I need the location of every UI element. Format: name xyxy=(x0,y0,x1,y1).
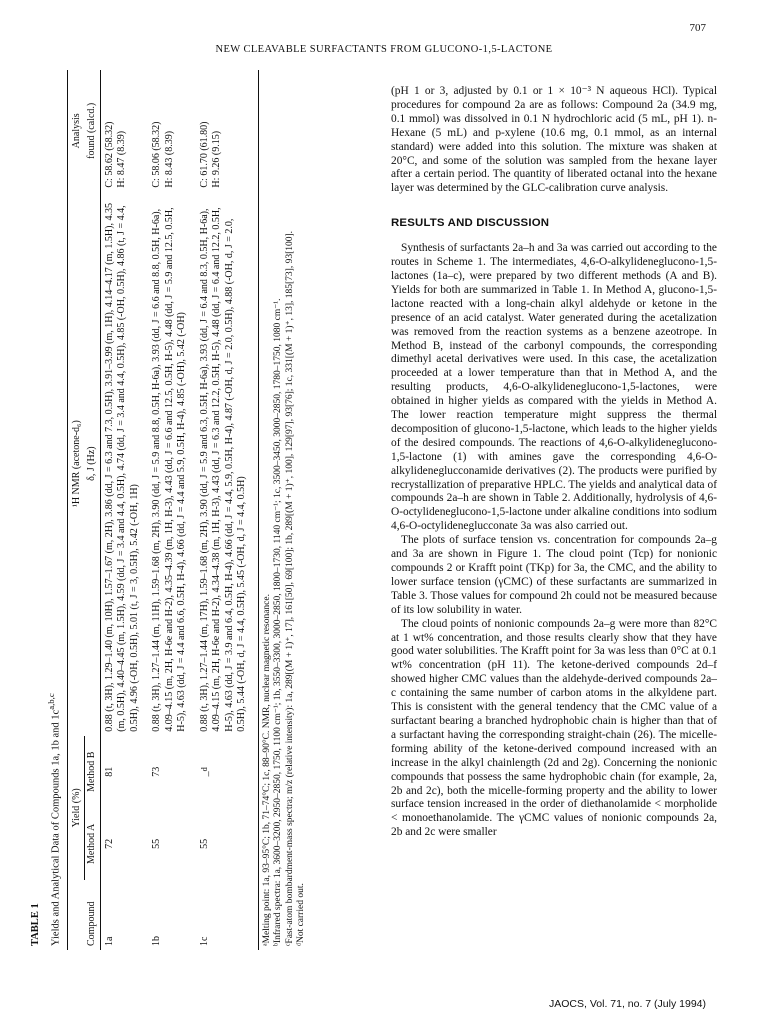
footnote-a: ᵃMelting point: 1a, 93–95°C; 1b, 71–74°C; 1c, 88–90°C. NMR, nuclear magnetic resonance. xyxy=(261,594,272,946)
body-paragraph: The plots of surface tension vs. concentration for compounds 2a–g and 3a are shown in Figure 1. The cloud point (Tcp) for nonionic compounds 2 or Krafft point (TKp) for 3a, the CMC, and the ability to lower surface tension (γCMC) of these surfactants are summarized in Table 3. Those values for compound 2h could not be measured because of its low solubility in water. xyxy=(391,534,717,616)
body-paragraph: Synthesis of surfactants 2a–h and 3a was carried out according to the routes in Scheme 1. The intermediates, 4,6-O-alkylideneglucono-1,5-lactones (1a–c), were prepared by two different methods (A and B). Yields for both are summarized in Table 1. In Method A, glucono-1,5-lactone reacted with a long-chain alkyl aldehyde or ketone in the presence of an acid catalyst. Water generated during the acetalization was removed from the reaction systems as a benzene azeotrope. In Method B, instead of the carbonyl compounds, the corresponding dimethyl acetal derivatives were used. In this case, the acetalization proceeded at a lower temperature than that in Method A, and the resulting products, 4,6-O-alkylideneglucono-1,5-lactones, were obtained in higher yields as compared with the yields in Method A. The lower reaction temperature might suppress the thermal decomposition of glucono-1,5-lactone, which leads to the higher yields of the desired compounds. The reactions of 4,6-O-alkylideneglucono-1,5-lactone (1) with amines gave the corresponding 4,6-O- alkylideneglucconamide derivatives (2). The products were purified by recrystallization of preparative HPLC. The yields and analytical data of compounds 2a–h are shown in Table 2. Additionally, hydrolysis of 4,6- O-octylideneglucono-1,5-lactone under alkaline conditions into sodium 4,6-O-octylideneglucconate 3a was also carried out. xyxy=(391,242,717,533)
journal-citation: JAOCS, Vol. 71, no. 7 (July 1994) xyxy=(549,998,706,1010)
cell-method-b: 81 xyxy=(103,766,115,777)
data-table xyxy=(68,70,255,950)
running-head: NEW CLEAVABLE SURFACTANTS FROM GLUCONO-1,5-LACTONE xyxy=(215,44,553,55)
cell-nmr: 0.88 (t, 3H), 1.29–1.40 (m, 10H), 1.57–1.67 (m, 2H), 3.86 (dd, J = 6.3 and 7.3, 0.5H), 3.91–3.99 (m, 1H), 4.14–4.17 (m, 1.5H), 4.35 (m, 0.5H), 4.40–4.45 (m, 1.5H), 4.59 (dd, J = 3.4 and 4.4, 0.5H), 4.74 (dd, J = 3.4 and 4.4, 0.5H), 4.85 (-OH, 0.5H), 4.86 (t, J = 4.4, 0.5H), 4.96 (-OH, 0.5H), 5.01 (t, J = 3, 0.5H), 5.42 (-OH, 1H) xyxy=(103,203,140,732)
cell-compound: 1b xyxy=(151,936,162,946)
cell-method-b xyxy=(195,736,255,808)
cell-analysis xyxy=(101,70,148,192)
cell-compound: 1c xyxy=(198,936,210,946)
col-header-nmr: ¹H NMR (acetone-d₆) xyxy=(70,420,82,508)
analysis-hydrogen: H: 9.26 (9.15) xyxy=(211,130,222,188)
intro-paragraph: (pH 1 or 3, adjusted by 0.1 or 1 × 10⁻³ N aqueous HCl). Typical procedures for compound 2a are as follows: Compound 2a (34.9 mg, 0.1 mmol) was dissolved in 0.1 N hydrochloric acid (5 mL, pH 1). n-Hexane (5 mL) and p-xylene (10.6 mg, 0.1 mmol, as an internal standard) were added into this solution. The mixture was shaken at 20°C, and some of the solution was sampled from the hexane layer after a certain period. The quantity of liberated octanal into the hexane layer was determined by the GLC-calibration curve analysis. xyxy=(391,85,717,195)
cell-method-b-value: – xyxy=(202,771,214,777)
col-header-analysis: Analysis xyxy=(70,113,82,149)
cell-method-a: 55 xyxy=(198,838,210,849)
table-caption-text: Yields and Analytical Data of Compounds 1a, 1b and 1c xyxy=(50,709,61,946)
footnote-c: ᶜFast-atom bombardment-mass spectra; m/z (relative intensity): 1a, 289[(M + 1)⁺, 17], 161[50], 69[100]; 1b, 289[(M + 1)⁺, 100], 129[97], 93[76]; 1c, 331[(M + 1)⁺, 13], 185[73], 93[100]. xyxy=(284,230,295,946)
cell-method-a: 55 xyxy=(151,838,162,849)
cell-method-b: 73 xyxy=(151,766,162,777)
analysis-carbon: C: 58.62 (58.32) xyxy=(103,121,115,188)
cell-method-a: 72 xyxy=(103,838,115,849)
table-footnotes xyxy=(258,70,311,950)
table-caption-sup: a,b,c xyxy=(45,693,56,710)
analysis-carbon: C: 58.06 (58.32) xyxy=(151,121,162,188)
col-header-nmr-sub: δ, J (Hz) xyxy=(85,446,97,481)
footnote-b: ᵇInfrared spectra: 1a, 3600–3200, 2950–2850, 1750, 1100 cm⁻¹; 1b, 3550–3300, 3000–2850, 1800–1730, 1140 cm⁻¹; 1c, 3500–3450, 3000–2850, 1780–1750, 1080 cm⁻¹. xyxy=(273,298,283,946)
body-paragraph: The cloud points of nonionic compounds 2a–g were more than 82°C at 1 wt% concentration, and those results clearly show that they have good water solubilities. The Krafft point for 3a was less than 0°C at 0.1 wt% concentration (pH 11). The ketone-derived compounds 2d–f showed higher CMC values than the aldehyde-derived compounds 2a–c containing the same number of carbon atoms in the alkyldene part. This is consistent with the general tendency that the CMC value of a surfactant bearing a branched hydrophobic chain is higher than that of a surfactant having the corresponding straight-chain (26). The micelle-forming ability of the ketone-derived compound increased with an increase in the alkyl chainlength (2d and 2g). Concerning the nonionic compounds that possess the same hydrophobic chain (for example, 2a, 2b and 2c), both the micelle-forming property and the ability to lower surface tension increased in the order of diethanolamide < morpholide < monoethanolamide. The γCMC values of nonionic compounds 2a, 2b and 2c were smaller xyxy=(391,617,717,839)
col-header-analysis-sub: found (calcd.) xyxy=(85,102,97,159)
footnote-d: ᵈNot carried out. xyxy=(296,883,306,946)
section-heading: RESULTS AND DISCUSSION xyxy=(391,217,550,230)
table-caption xyxy=(45,70,63,946)
cell-compound: 1a xyxy=(103,936,115,946)
cell-method-b-sup: d xyxy=(199,767,209,772)
col-header-compound: Compound xyxy=(86,901,97,946)
table-row xyxy=(101,70,148,950)
col-header-yield: Yield (%) xyxy=(68,736,85,880)
right-column xyxy=(391,85,717,840)
analysis-hydrogen: H: 8.47 (8.39) xyxy=(116,130,127,188)
analysis-carbon: C: 61.70 (61.80) xyxy=(198,121,210,188)
table-row xyxy=(195,70,255,950)
cell-nmr: 0.88 (t, 3H), 1.27–1.44 (m, 11H), 1.59–1.68 (m, 2H), 3.90 (dd, J = 5.9 and 8.8, 0.5H, H-6a), 3.93 (dd, J = 6.6 and 8.8, 0.5H, H-6a), 4.09–4.15 (m, 2H, H-6e and H-2), 4.35–4.39 (m, 1H, H-3), 4.43 (dd, J = 6.6 and 12.5, 0.5H, H-5), 4.48 (dd, J = 5.9 and 12.5, 0.5H, H-5), 4.63 (dd, J = 4.4 and 6.6, 0.5H, H-4), 4.66 (dd, J = 4.4 and 5.9, 0.5H, H-4), 4.85 (-OH), 5.42 (-OH) xyxy=(151,207,187,732)
cell-nmr: 0.88 (t, 3H), 1.27–1.44 (m, 17H), 1.59–1.68 (m, 2H), 3.90 (dd, J = 5.9 and 6.3, 0.5H, H-6a), 3.93 (dd, J = 6.4 and 8.3, 0.5H, H-6a), 4.09–4.15 (m, 2H, H-6e and H-2), 4.34–4.38 (m, 1H, H-3), 4.43 (dd, J = 6.3 and 12.2, 0.5H, H-5), 4.48 (dd, J = 6.4 and 12.2, 0.5H, H-5), 4.63 (dd, J = 3.9 and 6.4, 0.5H, H-4), 4.66 (dd, J = 4.4, 5.9, 0.5H, H-4), 4.87 (-OH, d, J = 2.0, 0.5H), 4.88 (-OH, d, J = 2.0, 0.5H), 5.44 (-OH, d, J = 4.4, 0.5H), 5.45 (-OH, d, J = 4.4, 0.5H) xyxy=(198,207,247,732)
col-header-method-a: Method A xyxy=(86,823,97,865)
table-row xyxy=(147,70,195,950)
cell-analysis xyxy=(147,70,195,192)
page-number: 707 xyxy=(689,22,706,34)
table-label: TABLE 1 xyxy=(30,903,41,946)
analysis-hydrogen: H: 8.43 (8.39) xyxy=(163,130,175,188)
cell-analysis xyxy=(195,70,255,192)
col-header-method-b: Method B xyxy=(86,751,97,792)
table-1-rotated xyxy=(30,70,360,950)
